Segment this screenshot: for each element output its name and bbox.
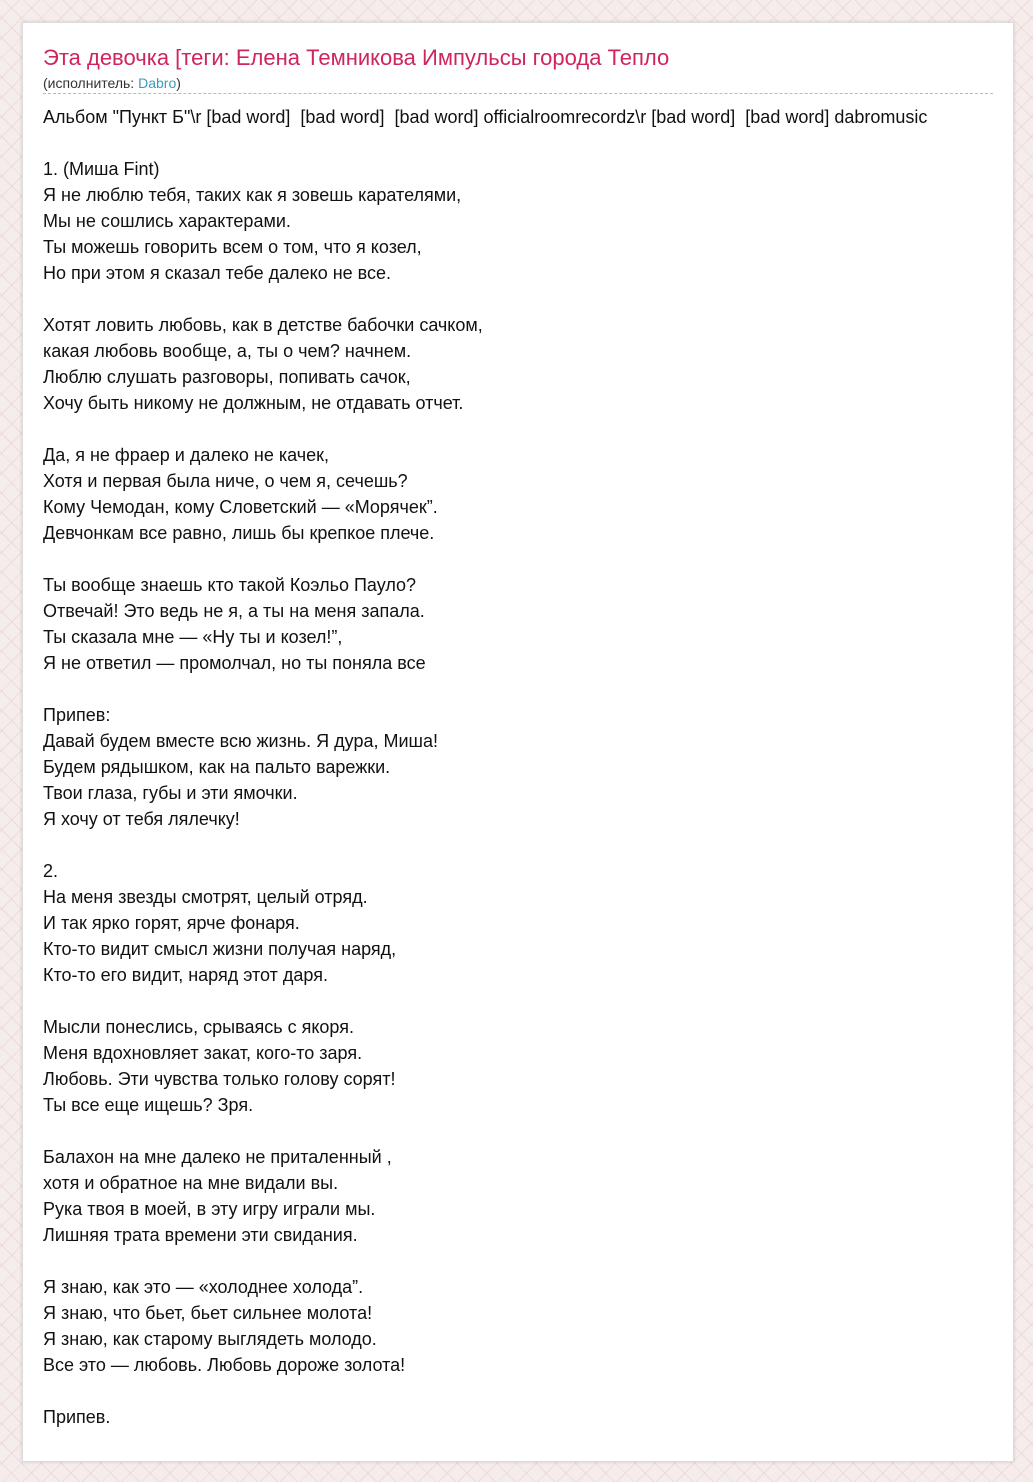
artist-prefix: (исполнитель:	[43, 75, 139, 91]
lyrics-line: Припев:	[43, 705, 111, 725]
lyrics-line: Ты все еще ищешь? Зря.	[43, 1095, 254, 1115]
lyrics-line: Девчонкам все равно, лишь бы крепкое плече.	[43, 523, 435, 543]
lyrics-text	[43, 104, 927, 1430]
lyrics-line: хотя и обратное на мне видали вы.	[43, 1173, 339, 1193]
lyrics-line: Я хочу от тебя лялечку!	[43, 809, 240, 829]
lyrics-blank-line	[43, 546, 927, 572]
lyrics-blank-line	[43, 832, 927, 858]
lyrics-blank-line	[43, 1248, 927, 1274]
lyrics-line: Ты можешь говорить всем о том, что я козел,	[43, 237, 422, 257]
lyrics-line: Лишняя трата времени эти свидания.	[43, 1225, 358, 1245]
lyrics-line: Я знаю, как старому выглядеть молодо.	[43, 1329, 377, 1349]
lyrics-line: Хотя и первая была ниче, о чем я, сечешь?	[43, 471, 408, 491]
lyrics-line: Балахон на мне далеко не приталенный ,	[43, 1147, 392, 1167]
song-title: Эта девочка [теги: Елена Темникова Импульсы города Тепло	[43, 45, 670, 70]
lyrics-line: Меня вдохновляет закат, кого-то заря.	[43, 1043, 363, 1063]
lyrics-line: 2.	[43, 861, 59, 881]
lyrics-line: Любовь. Эти чувства только голову сорят!	[43, 1069, 396, 1089]
lyrics-line: Но при этом я сказал тебе далеко не все.	[43, 263, 392, 283]
title-divider	[43, 93, 993, 94]
lyrics-line: Люблю слушать разговоры, попивать сачок,	[43, 367, 411, 387]
lyrics-line: Все это — любовь. Любовь дороже золота!	[43, 1355, 406, 1375]
lyrics-line: Альбом "Пункт Б"\r [bad word] [bad word] [bad word] officialroomrecordz\r [bad word] [bad word] dabromusic	[43, 107, 928, 127]
lyrics-line: 1. (Миша Fint)	[43, 159, 160, 179]
lyrics-line: Давай будем вместе всю жизнь. Я дура, Миша!	[43, 731, 438, 751]
lyrics-line: Припев.	[43, 1407, 111, 1427]
lyrics-line: Я знаю, как это — «холоднее холода”.	[43, 1277, 364, 1297]
lyrics-line: Ты сказала мне — «Ну ты и козел!”,	[43, 627, 343, 647]
artist-byline	[43, 74, 181, 92]
lyrics-blank-line	[43, 1118, 927, 1144]
lyrics-line: На меня звезды смотрят, целый отряд.	[43, 887, 368, 907]
lyrics-blank-line	[43, 286, 927, 312]
lyrics-line: Мы не сошлись характерами.	[43, 211, 291, 231]
lyrics-line: Будем рядышком, как на пальто варежки.	[43, 757, 391, 777]
lyrics-line: Хочу быть никому не должным, не отдавать отчет.	[43, 393, 464, 413]
artist-link[interactable]: Dabro	[138, 75, 177, 91]
lyrics-line: Рука твоя в моей, в эту игру играли мы.	[43, 1199, 376, 1219]
lyrics-line: Я не ответил — промолчал, но ты поняла все	[43, 653, 426, 673]
lyrics-blank-line	[43, 130, 927, 156]
lyrics-line: И так ярко горят, ярче фонаря.	[43, 913, 300, 933]
lyrics-line: Кто-то его видит, наряд этот даря.	[43, 965, 328, 985]
lyrics-card	[22, 22, 1014, 1462]
lyrics-line: Ты вообще знаешь кто такой Коэльо Пауло?	[43, 575, 417, 595]
lyrics-blank-line	[43, 676, 927, 702]
artist-suffix: )	[176, 75, 181, 91]
lyrics-line: Кому Чемодан, кому Словетский — «Морячек”.	[43, 497, 438, 517]
lyrics-line: Кто-то видит смысл жизни получая наряд,	[43, 939, 397, 959]
lyrics-line: Хотят ловить любовь, как в детстве бабочки сачком,	[43, 315, 483, 335]
lyrics-blank-line	[43, 988, 927, 1014]
lyrics-line: Отвечай! Это ведь не я, а ты на меня запала.	[43, 601, 425, 621]
lyrics-line: Да, я не фраер и далеко не качек,	[43, 445, 330, 465]
lyrics-blank-line	[43, 416, 927, 442]
lyrics-line: Твои глаза, губы и эти ямочки.	[43, 783, 298, 803]
lyrics-line: Я не люблю тебя, таких как я зовешь карателями,	[43, 185, 462, 205]
lyrics-line: Я знаю, что бьет, бьет сильнее молота!	[43, 1303, 373, 1323]
lyrics-line: Мысли понеслись, срываясь с якоря.	[43, 1017, 354, 1037]
lyrics-blank-line	[43, 1378, 927, 1404]
lyrics-line: какая любовь вообще, а, ты о чем? начнем.	[43, 341, 412, 361]
